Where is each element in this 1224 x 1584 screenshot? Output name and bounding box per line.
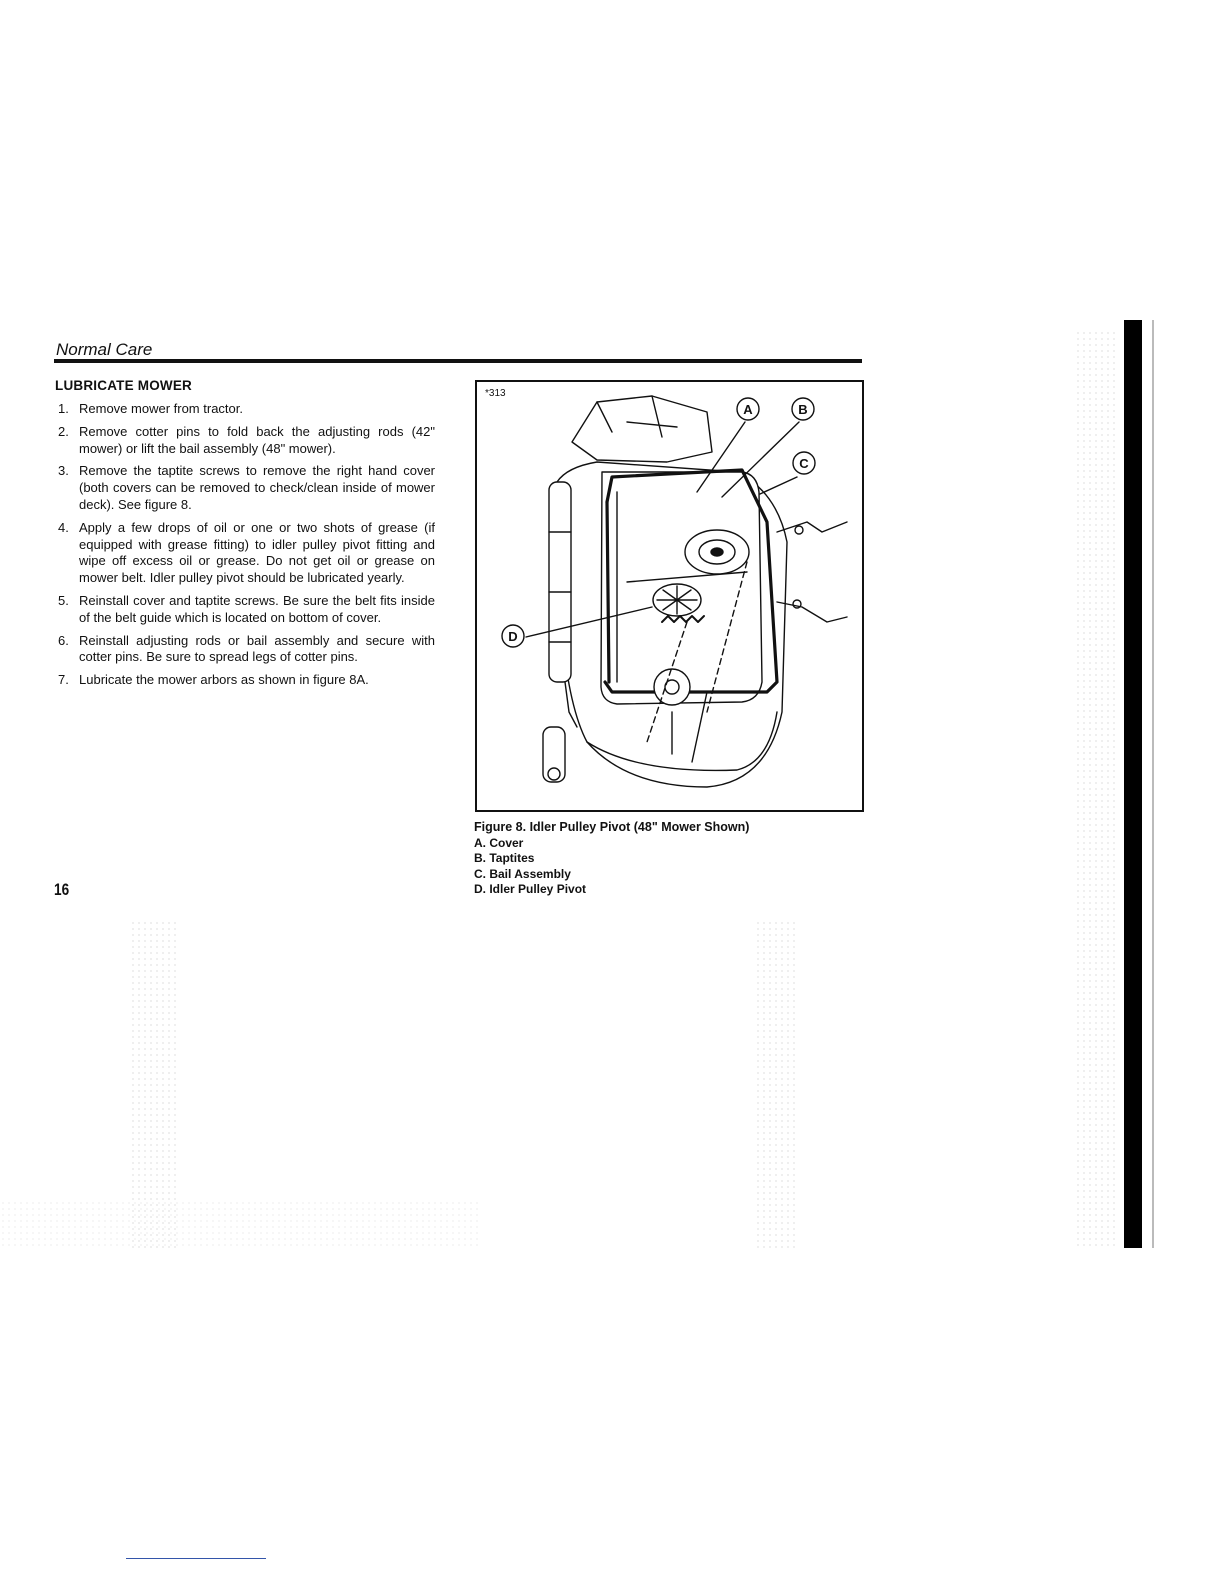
binding-edge-bar [1124, 320, 1142, 1248]
footer-rule [126, 1558, 266, 1559]
list-item: 3. Remove the taptite screws to remove the right hand cover (both covers can be removed to check/clean inside of mower deck). See figure 8. [58, 463, 435, 512]
list-item: 5. Reinstall cover and taptite screws. Be sure the belt fits inside of the belt guide which is located on bottom of cover. [58, 592, 435, 625]
callout-c: C [799, 456, 809, 471]
steps-list [55, 401, 435, 695]
list-item: 7. Lubricate the mower arbors as shown in figure 8A. [58, 672, 369, 688]
lubricate-heading: LUBRICATE MOWER [55, 378, 192, 393]
callout-a: A [743, 402, 753, 417]
scan-speckle [1075, 330, 1115, 1250]
mower-deck-drawing [477, 382, 862, 810]
list-item: 2. Remove cotter pins to fold back the adjusting rods (42" mower) or lift the bail assembly (48" mower). [58, 423, 435, 456]
legend-item-bail-assembly: C. Bail Assembly [474, 866, 571, 881]
legend-item-idler-pulley-pivot: D. Idler Pulley Pivot [474, 882, 587, 896]
binding-edge-line [1152, 320, 1154, 1248]
figure-8-illustration [475, 380, 864, 812]
list-item: 1. Remove mower from tractor. [58, 401, 243, 416]
scan-speckle [755, 920, 795, 1250]
figure-id: *313 [485, 388, 506, 399]
section-title: Normal Care [56, 340, 153, 359]
callout-b: B [798, 402, 808, 417]
callout-d: D [508, 629, 518, 644]
page-number: 16 [54, 880, 70, 899]
scan-speckle [0, 1200, 480, 1250]
figure-caption [474, 820, 749, 898]
list-item: 6. Reinstall adjusting rods or bail assembly and secure with cotter pins. Be sure to spread legs of cotter pins. [58, 632, 435, 665]
list-item: 4. Apply a few drops of oil or one or two shots of grease (if equipped with grease fitting) to idler pulley pivot fitting and wipe off excess oil or grease. Do not get oil or grease on mower belt. Idler pulley pivot should be lubricated yearly. [58, 519, 435, 586]
legend-item-cover: A. Cover [474, 835, 524, 850]
caption-title: Figure 8. Idler Pulley Pivot (48" Mower Shown) [474, 820, 750, 834]
legend-item-taptites: B. Taptites [474, 851, 535, 865]
header-rule [54, 359, 862, 363]
